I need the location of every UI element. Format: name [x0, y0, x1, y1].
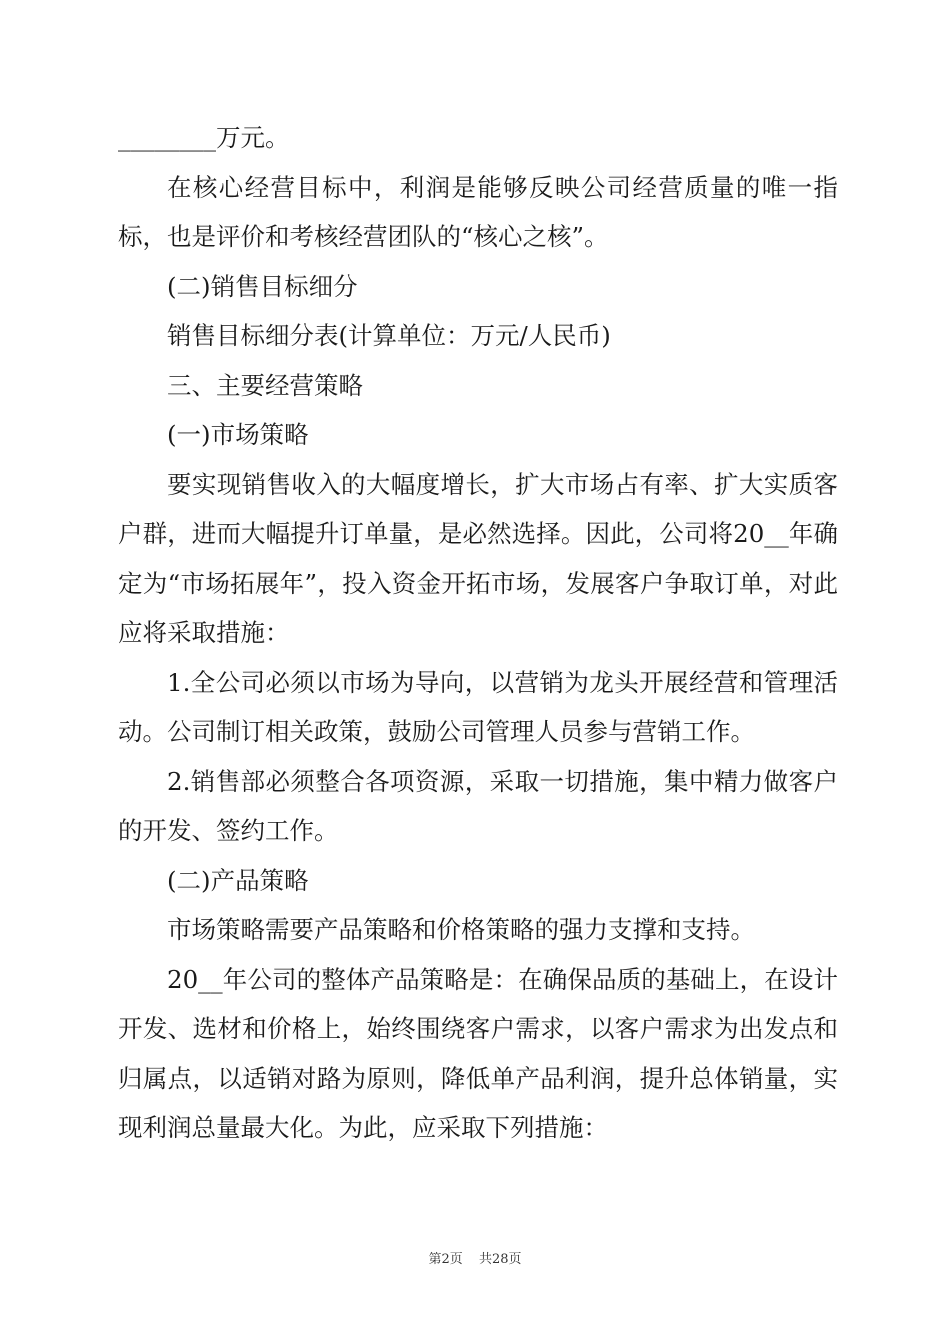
paragraph-7: 要实现销售收入的大幅度增长，扩大市场占有率、扩大实质客户群，进而大幅提升订单量，是必然选择。因此，公司将20__年确定为“市场拓展年”，投入资金开拓市场，发展客户争取订单，对此应将采取措施：: [118, 469, 838, 647]
paragraph-9: 2.销售部必须整合各项资源，采取一切措施，集中精力做客户的开发、签约工作。: [118, 766, 838, 845]
paragraph-4: 销售目标细分表(计算单位：万元/人民币): [167, 321, 611, 350]
page-footer: [0, 1248, 950, 1267]
paragraph-8: 1.全公司必须以市场为导向，以营销为龙头开展经营和管理活动。公司制订相关政策，鼓励公司管理人员参与营销工作。: [118, 667, 838, 746]
page-total: 共28页: [478, 1252, 522, 1267]
page-number: 第2页: [428, 1252, 463, 1267]
paragraph-12: 20__年公司的整体产品策略是：在确保品质的基础上，在设计开发、选材和价格上，始终围绕客户需求，以客户需求为出发点和归属点，以适销对路为原则，降低单产品利润，提升总体销量，实现利润总量最大化。为此，应采取下列措施：: [118, 964, 838, 1142]
paragraph-1: ________万元。: [118, 123, 290, 152]
paragraph-3: (二)销售目标细分: [167, 271, 358, 301]
paragraph-6: (一)市场策略: [167, 420, 309, 449]
paragraph-10: (二)产品策略: [167, 865, 309, 895]
document-body: [118, 113, 838, 1153]
section-heading: 三、主要经营策略: [167, 370, 363, 400]
paragraph-2: 在核心经营目标中，利润是能够反映公司经营质量的唯一指标，也是评价和考核经营团队的“核心之核”。: [118, 172, 838, 251]
paragraph-11: 市场策略需要产品策略和价格策略的强力支撑和支持。: [167, 915, 755, 944]
